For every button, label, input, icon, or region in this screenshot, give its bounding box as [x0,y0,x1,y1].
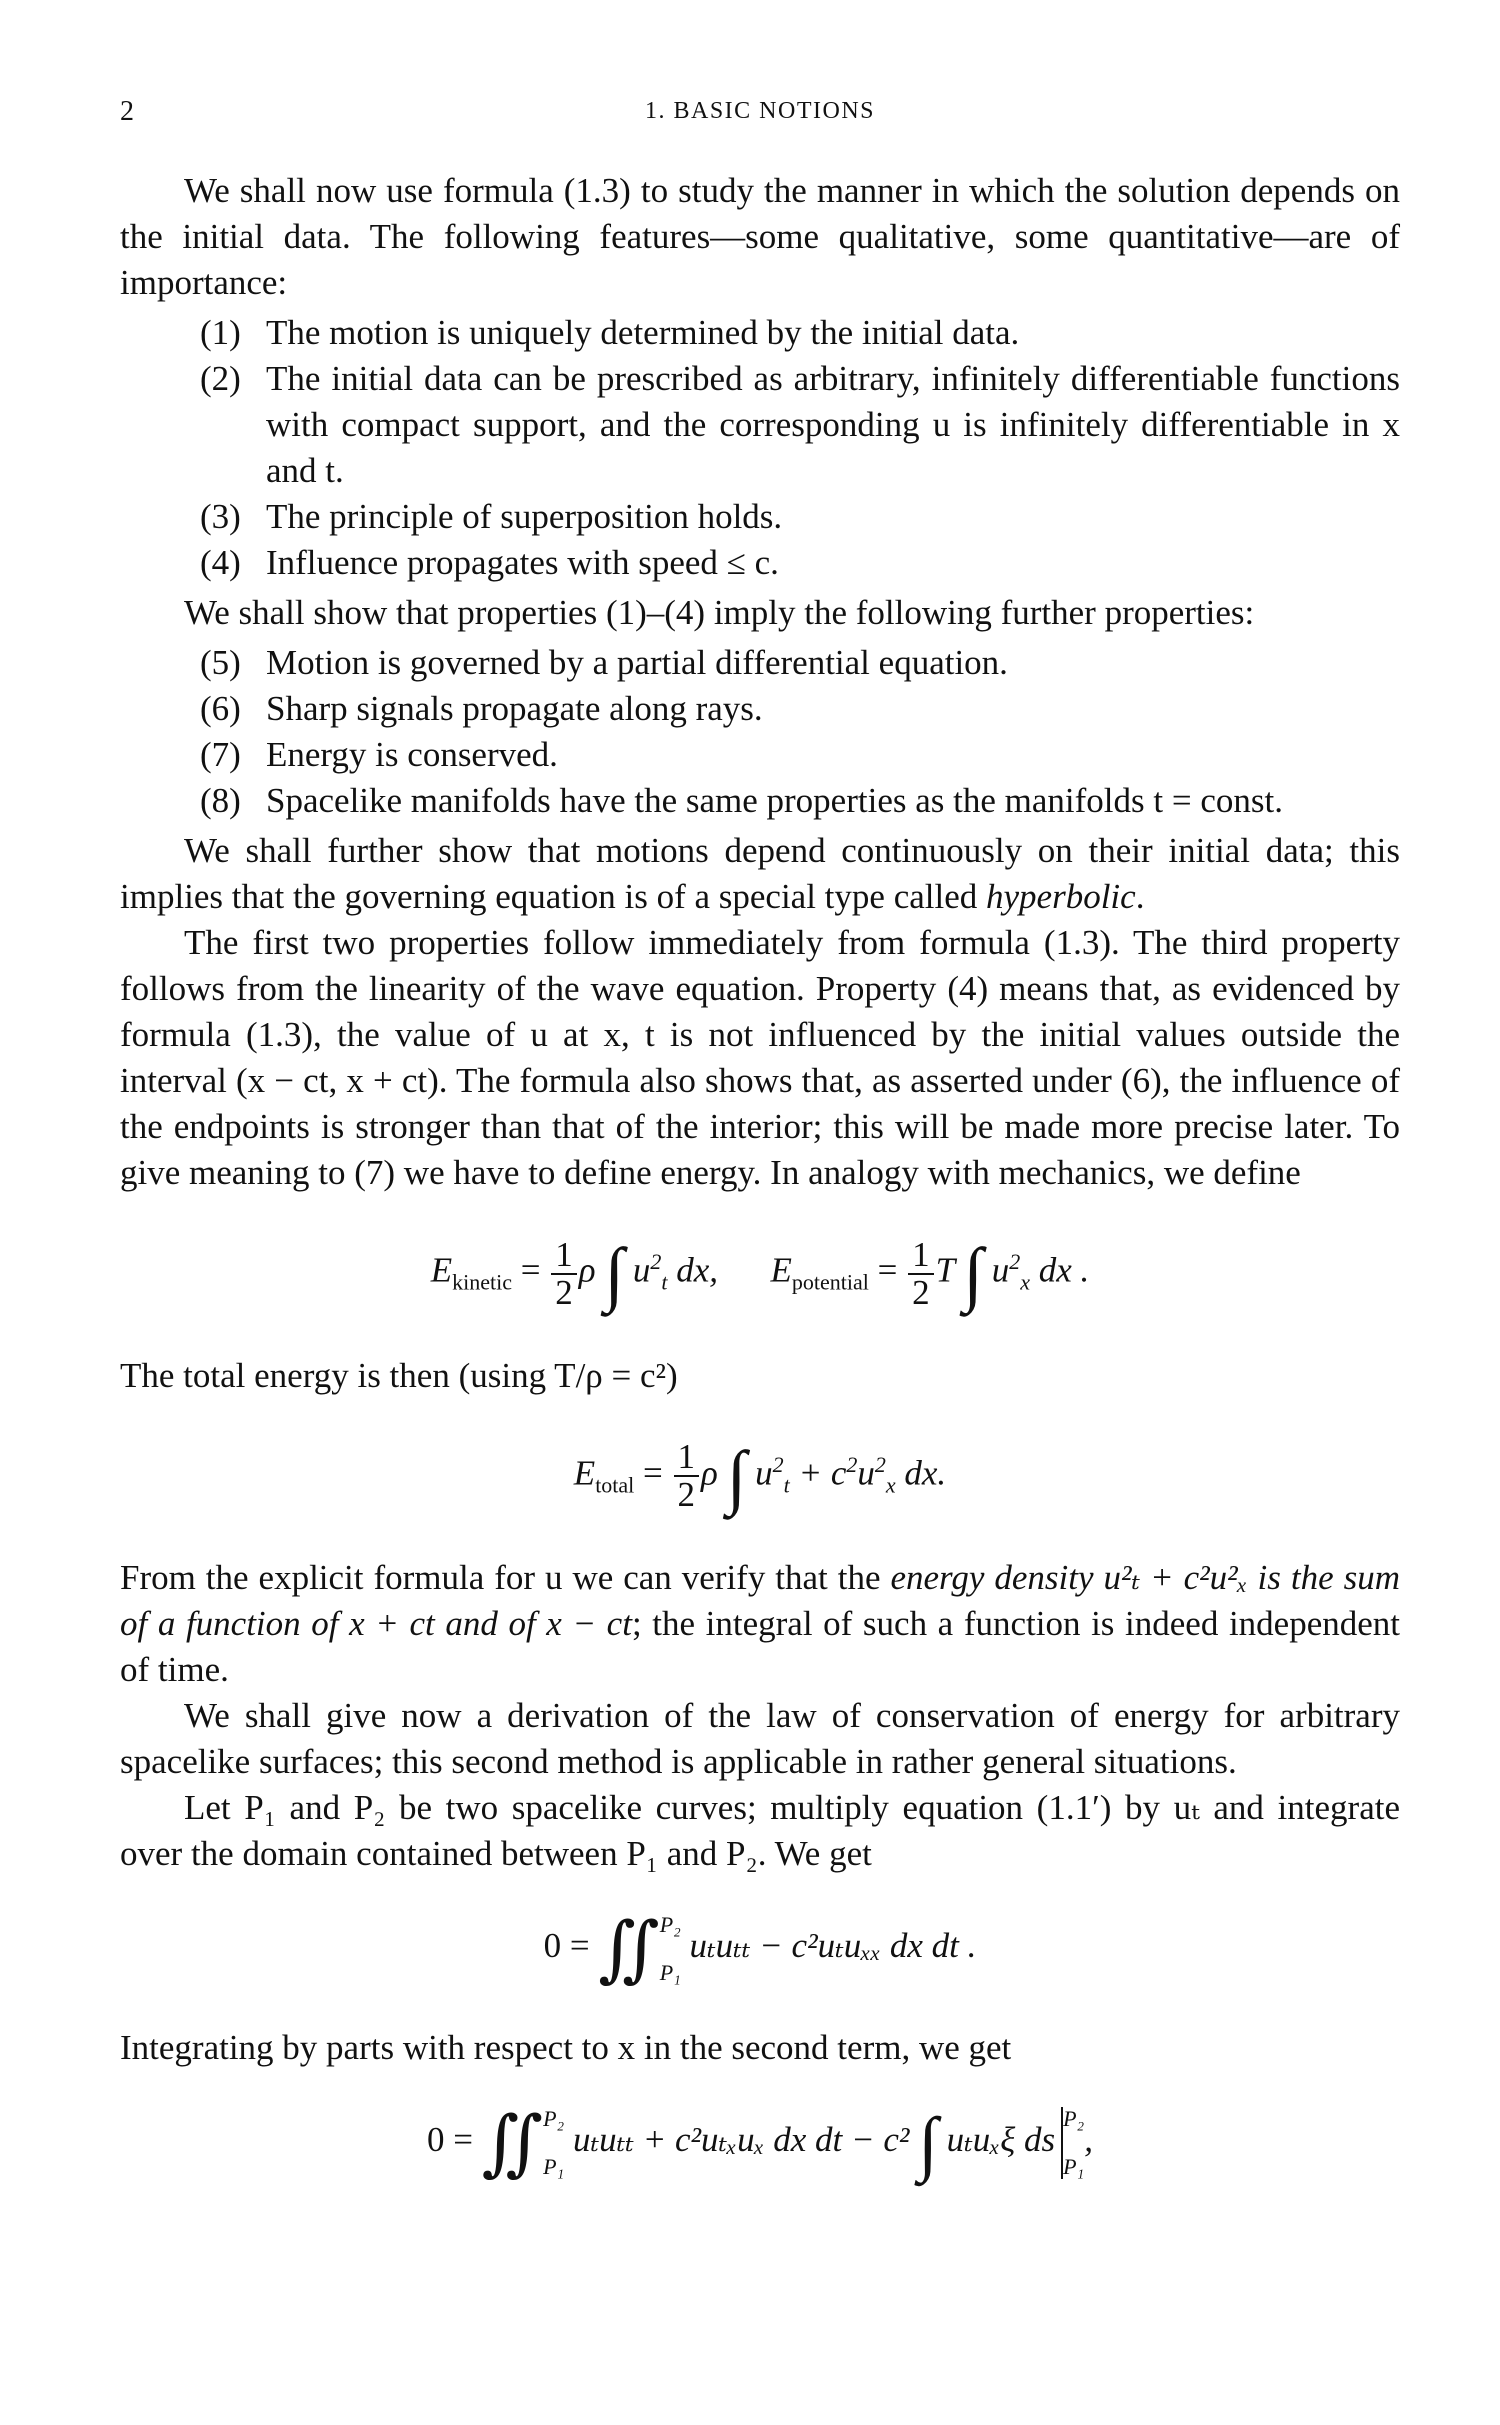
feature-text: The motion is uniquely determined by the initial data. [266,313,1020,352]
discussion-paragraph: The first two properties follow immediately from formula (1.3). The third property follows from the linearity of the wave equation. Property (4) means that, as evidenced by formula (1.3), the value of u at x, t is not influenced by the initial values outside the interval (x − ct, x + ct). The formula also shows that, as asserted under (6), the influence of the endpoints is stronger than that of the interior; this will be made more precise later. To give meaning to (7) we have to define energy. In analogy with mechanics, we define [120,923,1400,1192]
equation-lhs: 0 = [543,1926,590,1966]
further-properties-list [120,640,1400,824]
property-item [120,640,1400,686]
dx-symbol: dx [676,1250,710,1290]
property-number: (6) [200,689,241,728]
fraction-half: $\frac{1}{2}$ [674,1439,700,1513]
upper-limit: P₂ [543,2106,565,2132]
lower-limit: P₁ [543,2154,565,2180]
hyperbolic-term: hyperbolic [986,877,1136,916]
feature-text: The principle of superposition holds. [266,497,783,536]
feature-item [120,540,1400,586]
fraction-half: $\frac{1}{2}$ [908,1237,934,1311]
property-text: Sharp signals propagate along rays. [266,689,763,728]
integrand-first: uₜuₜₜ + c²uₜₓuₓ dx dt − c² [572,2120,910,2160]
density-before: From the explicit formula for u we can verify that the [120,1558,891,1598]
double-integral-equation [120,1909,1400,1990]
page-number: 2 [120,96,134,127]
integral-limits [543,2107,564,2179]
equation-lhs: 0 = [427,2120,474,2160]
rho-symbol: ρ [578,1250,596,1290]
upper-limit: P₂ [659,1912,681,1938]
energy-definitions-equation: $E_{kinetic}$ = $\frac{1}{2}$ ρ ∫ $u^2_t$ dx, $E_{potential}$ = $\frac{1}{2}$ T ∫ $u^2_x$ dx . [430,1233,1090,1314]
property-item [120,686,1400,732]
curves-paragraph: Let P₁ and P₂ be two spacelike curves; multiply equation (1.1′) by uₜ and integrate over the domain contained between P₁ and P₂. We get [120,1788,1400,1874]
property-item [120,778,1400,824]
page-body [120,168,1400,2219]
integrand: uₜuₜₜ − c²uₜuₓₓ dx dt . [689,1926,977,1966]
integrand-second: uₜuₓξ ds [946,2120,1056,2160]
parts-intro: Integrating by parts with respect to x in the second term, we get [120,2028,1012,2068]
total-subscript: total [595,1472,635,1498]
total-energy-equation: $E_{total}$ = $\frac{1}{2}$ ρ ∫ $u^2_t + c^2u^2_x$ dx. [573,1436,947,1517]
property-text: Spacelike manifolds have the same properties as the manifolds t = const. [266,781,1283,820]
feature-number: (4) [200,543,241,582]
property-number: (8) [200,781,241,820]
density-after: ; the integral of such a function is indeed independent of time. [120,1604,1400,1690]
equation-tail: , [1084,2120,1093,2160]
property-text: Motion is governed by a partial differential equation. [266,643,1008,682]
integral-sign: ∫ [726,1436,747,1517]
property-number: (5) [200,643,241,682]
denominator: 2 [555,1272,573,1312]
integral-limits [660,1913,681,1985]
feature-number: (3) [200,497,241,536]
hyperbolic-paragraph [120,828,1400,920]
potential-subscript: potential [791,1269,869,1295]
numerator: 1 [551,1237,577,1275]
page-header [120,96,1400,136]
tension-symbol: T [935,1250,955,1290]
u-symbol: u [632,1250,651,1290]
kinetic-subscript: kinetic [452,1269,513,1295]
property-item [120,732,1400,778]
energy-density-paragraph [120,1555,1400,1693]
total-energy-intro: The total energy is then (using T/ρ = c²) [120,1355,678,1395]
feature-text: The initial data can be prescribed as arbitrary, infinitely differentiable functions with compact support, and the corresponding u is infinitely differentiable in x and t. [266,359,1400,490]
intro-paragraph: We shall now use formula (1.3) to study the manner in which the solution depends on the initial data. The following features—some qualitative, some quantitative—are of importance: [120,171,1400,302]
feature-item [120,494,1400,540]
feature-number: (2) [200,359,241,398]
hyperbolic-after: . [1135,877,1145,916]
feature-item [120,356,1400,494]
double-integral-sign: ∬ [481,2103,544,2184]
lower-limit: P₁ [659,1960,681,1986]
further-intro: We shall show that properties (1)–(4) imply the following further properties: [184,593,1255,632]
double-integral-sign: ∬ [598,1909,660,1990]
derivation-paragraph: We shall give now a derivation of the law of conservation of energy for arbitrary spacelike surfaces; this second method is applicable in rather general situations. [120,1696,1400,1782]
features-list [120,310,1400,586]
hyperbolic-before: We shall further show that motions depend continuously on their initial data; this implies that the governing equation is of a special type called [120,831,1400,916]
feature-number: (1) [200,313,241,352]
property-text: Energy is conserved. [266,735,558,774]
property-number: (7) [200,735,241,774]
density-italic: energy density u²ₜ + c²u²ₓ is the sum of a function of x + ct and of x − ct [120,1558,1400,1644]
running-head: 1. BASIC NOTIONS [644,98,875,124]
feature-text: Influence propagates with speed ≤ c. [266,543,779,582]
integral-sign: ∫ [918,2103,938,2184]
integral-sign: ∫ [963,1233,983,1314]
feature-item [120,310,1400,356]
integral-sign: ∫ [604,1233,625,1314]
parts-equation [120,2103,1400,2184]
evaluation-limits: P₂ P₁ [1063,2106,1085,2180]
fraction-half [551,1234,577,1312]
